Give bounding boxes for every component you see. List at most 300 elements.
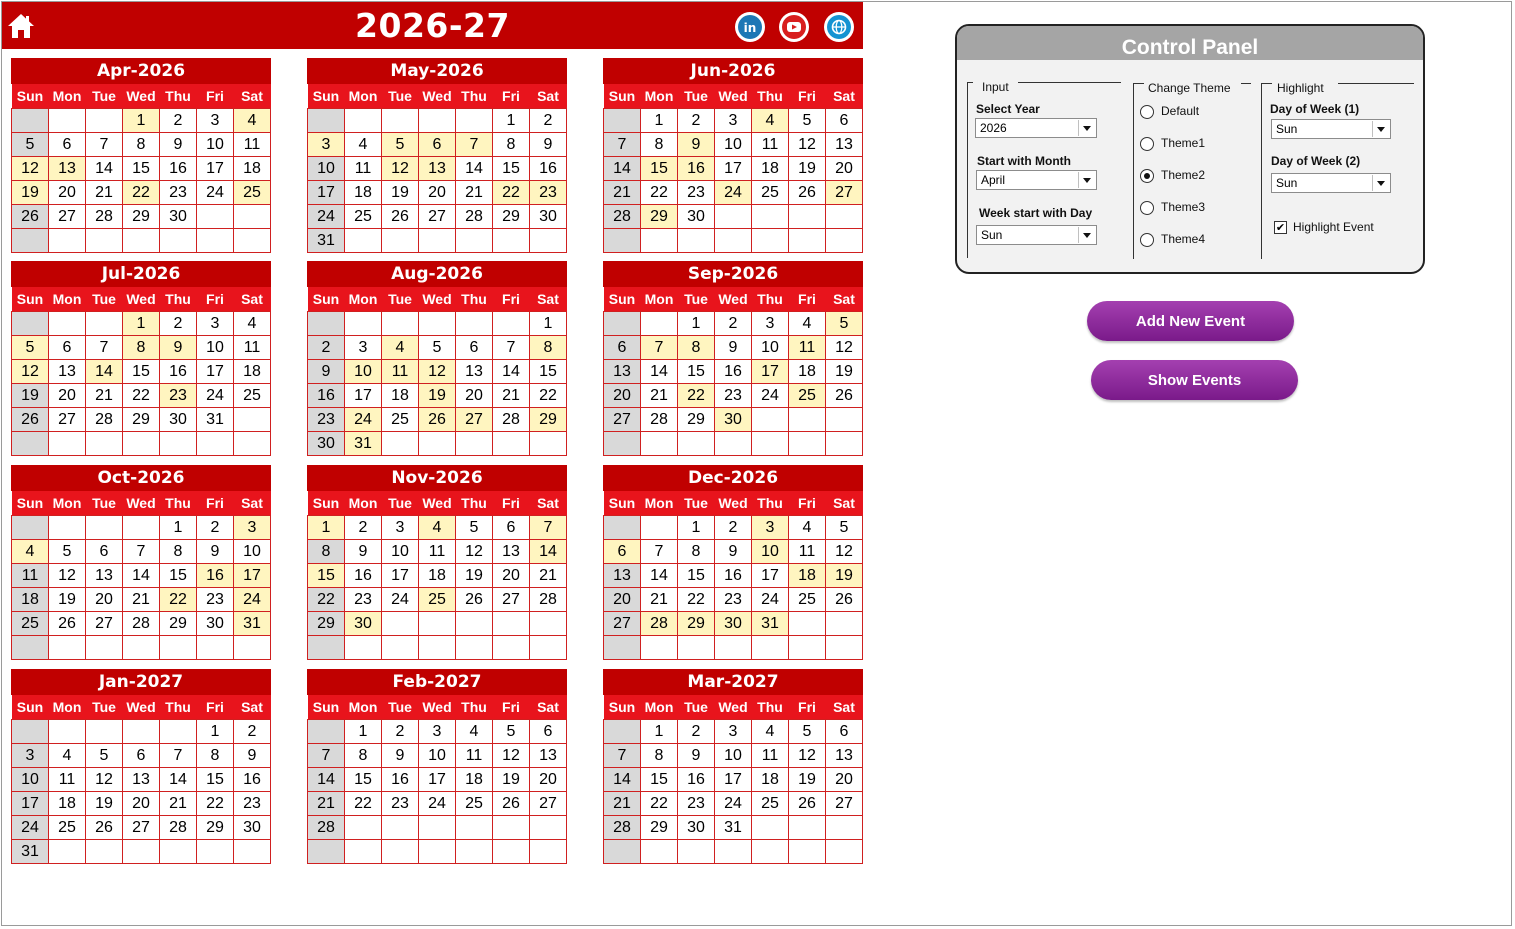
- day-cell[interactable]: 12: [12, 157, 49, 181]
- day-cell[interactable]: 26: [789, 181, 826, 205]
- day-cell[interactable]: 9: [234, 744, 271, 768]
- day-cell[interactable]: [456, 840, 493, 864]
- day-cell[interactable]: 23: [678, 181, 715, 205]
- day-cell[interactable]: [12, 636, 49, 660]
- day-cell[interactable]: 20: [49, 181, 86, 205]
- day-cell[interactable]: 24: [308, 205, 345, 229]
- day-cell[interactable]: 8: [123, 133, 160, 157]
- day-cell[interactable]: 22: [641, 792, 678, 816]
- day-cell[interactable]: [493, 636, 530, 660]
- day-cell[interactable]: 27: [86, 612, 123, 636]
- youtube-icon[interactable]: [779, 12, 809, 42]
- day-cell[interactable]: 20: [530, 768, 567, 792]
- day-cell[interactable]: 8: [678, 540, 715, 564]
- day-cell[interactable]: 7: [160, 744, 197, 768]
- day-cell[interactable]: 12: [419, 360, 456, 384]
- day-cell[interactable]: 14: [160, 768, 197, 792]
- day-cell[interactable]: 28: [86, 205, 123, 229]
- day-cell[interactable]: 26: [49, 612, 86, 636]
- day-cell[interactable]: [752, 205, 789, 229]
- day-cell[interactable]: [715, 636, 752, 660]
- day-cell[interactable]: 8: [641, 133, 678, 157]
- day-cell[interactable]: 15: [197, 768, 234, 792]
- day-cell[interactable]: 9: [160, 336, 197, 360]
- day-cell[interactable]: [752, 840, 789, 864]
- day-cell[interactable]: 29: [197, 816, 234, 840]
- day-cell[interactable]: 5: [12, 336, 49, 360]
- day-cell[interactable]: 19: [826, 360, 863, 384]
- day-cell[interactable]: 19: [456, 564, 493, 588]
- day-cell[interactable]: 25: [345, 205, 382, 229]
- day-cell[interactable]: 13: [49, 360, 86, 384]
- day-cell[interactable]: 2: [678, 109, 715, 133]
- day-cell[interactable]: 3: [419, 720, 456, 744]
- day-cell[interactable]: [752, 432, 789, 456]
- day-cell[interactable]: 25: [234, 181, 271, 205]
- day-cell[interactable]: [234, 205, 271, 229]
- day-cell[interactable]: 27: [123, 816, 160, 840]
- day-cell[interactable]: [12, 720, 49, 744]
- day-cell[interactable]: [419, 229, 456, 253]
- day-cell[interactable]: [382, 612, 419, 636]
- day-cell[interactable]: 27: [530, 792, 567, 816]
- day-cell[interactable]: [493, 612, 530, 636]
- day-cell[interactable]: 27: [604, 612, 641, 636]
- day-cell[interactable]: 3: [234, 516, 271, 540]
- day-cell[interactable]: [160, 720, 197, 744]
- day-cell[interactable]: 18: [456, 768, 493, 792]
- day-cell[interactable]: 30: [678, 816, 715, 840]
- day-cell[interactable]: 2: [160, 312, 197, 336]
- day-cell[interactable]: 26: [419, 408, 456, 432]
- day-cell[interactable]: 5: [826, 312, 863, 336]
- day-cell[interactable]: 16: [678, 768, 715, 792]
- day-cell[interactable]: 13: [604, 564, 641, 588]
- day-cell[interactable]: 5: [12, 133, 49, 157]
- day-cell[interactable]: 12: [86, 768, 123, 792]
- day-cell[interactable]: [345, 816, 382, 840]
- day-cell[interactable]: 18: [345, 181, 382, 205]
- day-cell[interactable]: [382, 432, 419, 456]
- day-cell[interactable]: 19: [86, 792, 123, 816]
- day-cell[interactable]: 2: [715, 516, 752, 540]
- day-cell[interactable]: 11: [345, 157, 382, 181]
- day-cell[interactable]: 29: [123, 205, 160, 229]
- day-cell[interactable]: [49, 229, 86, 253]
- day-cell[interactable]: 13: [826, 744, 863, 768]
- day-cell[interactable]: 21: [493, 384, 530, 408]
- day-cell[interactable]: 30: [715, 612, 752, 636]
- day-cell[interactable]: 14: [86, 157, 123, 181]
- day-cell[interactable]: [678, 229, 715, 253]
- day-cell[interactable]: 23: [715, 588, 752, 612]
- day-cell[interactable]: 8: [678, 336, 715, 360]
- day-cell[interactable]: [604, 229, 641, 253]
- day-cell[interactable]: 3: [12, 744, 49, 768]
- day-cell[interactable]: 1: [530, 312, 567, 336]
- day-cell[interactable]: 17: [197, 360, 234, 384]
- day-cell[interactable]: 3: [382, 516, 419, 540]
- day-cell[interactable]: [826, 432, 863, 456]
- day-cell[interactable]: [456, 816, 493, 840]
- show-events-button[interactable]: Show Events: [1091, 360, 1298, 400]
- day-cell[interactable]: 9: [345, 540, 382, 564]
- day-cell[interactable]: 11: [234, 336, 271, 360]
- day-cell[interactable]: [234, 636, 271, 660]
- day-cell[interactable]: 29: [123, 408, 160, 432]
- day-cell[interactable]: 11: [419, 540, 456, 564]
- day-cell[interactable]: 31: [345, 432, 382, 456]
- day-cell[interactable]: [678, 636, 715, 660]
- day-cell[interactable]: 19: [493, 768, 530, 792]
- day-cell[interactable]: 3: [752, 516, 789, 540]
- day-cell[interactable]: [789, 229, 826, 253]
- day-cell[interactable]: 15: [308, 564, 345, 588]
- day-cell[interactable]: 26: [86, 816, 123, 840]
- day-cell[interactable]: 23: [345, 588, 382, 612]
- day-cell[interactable]: 10: [382, 540, 419, 564]
- day-cell[interactable]: 1: [160, 516, 197, 540]
- day-cell[interactable]: 8: [641, 744, 678, 768]
- day-cell[interactable]: 29: [160, 612, 197, 636]
- day-cell[interactable]: 7: [456, 133, 493, 157]
- day-cell[interactable]: 4: [12, 540, 49, 564]
- day-cell[interactable]: 30: [197, 612, 234, 636]
- day-cell[interactable]: 29: [641, 205, 678, 229]
- day-cell[interactable]: 2: [160, 109, 197, 133]
- day-cell[interactable]: 31: [752, 612, 789, 636]
- day-cell[interactable]: 25: [789, 588, 826, 612]
- day-cell[interactable]: 24: [419, 792, 456, 816]
- day-cell[interactable]: 27: [604, 408, 641, 432]
- day-cell[interactable]: [752, 636, 789, 660]
- day-cell[interactable]: 24: [752, 384, 789, 408]
- day-cell[interactable]: [789, 408, 826, 432]
- day-cell[interactable]: 13: [456, 360, 493, 384]
- day-cell[interactable]: 14: [493, 360, 530, 384]
- day-cell[interactable]: 12: [789, 133, 826, 157]
- day-cell[interactable]: 19: [12, 384, 49, 408]
- day-cell[interactable]: 4: [752, 109, 789, 133]
- day-cell[interactable]: 30: [715, 408, 752, 432]
- day-cell[interactable]: 26: [789, 792, 826, 816]
- day-cell[interactable]: 21: [308, 792, 345, 816]
- day-cell[interactable]: 17: [752, 564, 789, 588]
- day-cell[interactable]: [456, 612, 493, 636]
- day-cell[interactable]: 20: [419, 181, 456, 205]
- day-cell[interactable]: [604, 636, 641, 660]
- day-cell[interactable]: 19: [826, 564, 863, 588]
- day-cell[interactable]: 1: [678, 516, 715, 540]
- day-cell[interactable]: [49, 432, 86, 456]
- day-cell[interactable]: [752, 229, 789, 253]
- day-cell[interactable]: [493, 312, 530, 336]
- day-cell[interactable]: 13: [493, 540, 530, 564]
- select-year-dropdown[interactable]: [975, 118, 1097, 138]
- day-cell[interactable]: [12, 432, 49, 456]
- day-cell[interactable]: 29: [493, 205, 530, 229]
- day-cell[interactable]: 28: [493, 408, 530, 432]
- day-cell[interactable]: 2: [345, 516, 382, 540]
- day-cell[interactable]: [419, 109, 456, 133]
- day-cell[interactable]: 4: [345, 133, 382, 157]
- day-cell[interactable]: 10: [715, 133, 752, 157]
- day-cell[interactable]: 13: [530, 744, 567, 768]
- day-cell[interactable]: [86, 229, 123, 253]
- day-cell[interactable]: 20: [604, 384, 641, 408]
- day-cell[interactable]: 28: [456, 205, 493, 229]
- day-cell[interactable]: 1: [123, 109, 160, 133]
- day-cell[interactable]: 5: [456, 516, 493, 540]
- day-cell[interactable]: 16: [382, 768, 419, 792]
- day-cell[interactable]: [641, 840, 678, 864]
- day-cell[interactable]: 6: [826, 720, 863, 744]
- day-cell[interactable]: [715, 205, 752, 229]
- day-cell[interactable]: 26: [456, 588, 493, 612]
- day-cell[interactable]: 5: [419, 336, 456, 360]
- day-cell[interactable]: 25: [456, 792, 493, 816]
- day-cell[interactable]: 31: [197, 408, 234, 432]
- day-cell[interactable]: [826, 636, 863, 660]
- chevron-down-icon[interactable]: [1372, 175, 1389, 191]
- day-cell[interactable]: 16: [715, 360, 752, 384]
- dow1-dropdown[interactable]: [1271, 119, 1391, 139]
- day-cell[interactable]: 12: [826, 336, 863, 360]
- day-cell[interactable]: 28: [123, 612, 160, 636]
- day-cell[interactable]: 24: [715, 792, 752, 816]
- day-cell[interactable]: 25: [49, 816, 86, 840]
- day-cell[interactable]: [197, 636, 234, 660]
- day-cell[interactable]: 24: [345, 408, 382, 432]
- day-cell[interactable]: 27: [456, 408, 493, 432]
- day-cell[interactable]: [641, 312, 678, 336]
- day-cell[interactable]: 8: [345, 744, 382, 768]
- day-cell[interactable]: 5: [86, 744, 123, 768]
- theme-radio-theme1[interactable]: [1140, 137, 1154, 151]
- day-cell[interactable]: 9: [308, 360, 345, 384]
- day-cell[interactable]: 5: [826, 516, 863, 540]
- day-cell[interactable]: 24: [382, 588, 419, 612]
- day-cell[interactable]: 1: [197, 720, 234, 744]
- day-cell[interactable]: 3: [197, 109, 234, 133]
- day-cell[interactable]: 19: [419, 384, 456, 408]
- globe-icon[interactable]: [824, 12, 854, 42]
- day-cell[interactable]: [123, 229, 160, 253]
- day-cell[interactable]: 11: [752, 744, 789, 768]
- dow2-dropdown[interactable]: [1271, 173, 1391, 193]
- day-cell[interactable]: 25: [789, 384, 826, 408]
- day-cell[interactable]: 2: [715, 312, 752, 336]
- day-cell[interactable]: 26: [12, 408, 49, 432]
- day-cell[interactable]: [826, 229, 863, 253]
- day-cell[interactable]: [826, 408, 863, 432]
- day-cell[interactable]: 11: [752, 133, 789, 157]
- day-cell[interactable]: 21: [160, 792, 197, 816]
- day-cell[interactable]: 5: [789, 109, 826, 133]
- theme-radio-default[interactable]: [1140, 105, 1154, 119]
- day-cell[interactable]: 23: [308, 408, 345, 432]
- day-cell[interactable]: 22: [641, 181, 678, 205]
- day-cell[interactable]: 25: [382, 408, 419, 432]
- day-cell[interactable]: 9: [197, 540, 234, 564]
- day-cell[interactable]: 14: [86, 360, 123, 384]
- day-cell[interactable]: [530, 816, 567, 840]
- day-cell[interactable]: [641, 229, 678, 253]
- day-cell[interactable]: 13: [826, 133, 863, 157]
- day-cell[interactable]: [456, 432, 493, 456]
- day-cell[interactable]: 21: [641, 384, 678, 408]
- day-cell[interactable]: [345, 229, 382, 253]
- day-cell[interactable]: 10: [752, 540, 789, 564]
- day-cell[interactable]: 22: [123, 181, 160, 205]
- day-cell[interactable]: 2: [382, 720, 419, 744]
- day-cell[interactable]: 20: [456, 384, 493, 408]
- day-cell[interactable]: [789, 432, 826, 456]
- day-cell[interactable]: 12: [493, 744, 530, 768]
- day-cell[interactable]: 3: [715, 109, 752, 133]
- day-cell[interactable]: 4: [456, 720, 493, 744]
- day-cell[interactable]: [678, 432, 715, 456]
- day-cell[interactable]: 11: [12, 564, 49, 588]
- day-cell[interactable]: 20: [493, 564, 530, 588]
- day-cell[interactable]: [789, 636, 826, 660]
- day-cell[interactable]: 27: [49, 408, 86, 432]
- day-cell[interactable]: [604, 516, 641, 540]
- day-cell[interactable]: 20: [826, 157, 863, 181]
- day-cell[interactable]: [641, 432, 678, 456]
- day-cell[interactable]: 4: [382, 336, 419, 360]
- day-cell[interactable]: 14: [604, 157, 641, 181]
- day-cell[interactable]: 12: [826, 540, 863, 564]
- day-cell[interactable]: 7: [604, 133, 641, 157]
- day-cell[interactable]: 28: [641, 408, 678, 432]
- day-cell[interactable]: 30: [678, 205, 715, 229]
- day-cell[interactable]: [456, 636, 493, 660]
- day-cell[interactable]: 24: [12, 816, 49, 840]
- day-cell[interactable]: 8: [530, 336, 567, 360]
- day-cell[interactable]: 17: [715, 157, 752, 181]
- day-cell[interactable]: 21: [641, 588, 678, 612]
- day-cell[interactable]: 14: [456, 157, 493, 181]
- day-cell[interactable]: 7: [86, 336, 123, 360]
- day-cell[interactable]: 15: [123, 360, 160, 384]
- day-cell[interactable]: 20: [86, 588, 123, 612]
- day-cell[interactable]: 22: [493, 181, 530, 205]
- day-cell[interactable]: 7: [641, 336, 678, 360]
- day-cell[interactable]: 28: [530, 588, 567, 612]
- day-cell[interactable]: 17: [715, 768, 752, 792]
- day-cell[interactable]: 16: [308, 384, 345, 408]
- day-cell[interactable]: 24: [234, 588, 271, 612]
- day-cell[interactable]: 21: [604, 792, 641, 816]
- day-cell[interactable]: 23: [678, 792, 715, 816]
- day-cell[interactable]: 23: [382, 792, 419, 816]
- day-cell[interactable]: 6: [604, 540, 641, 564]
- day-cell[interactable]: 6: [419, 133, 456, 157]
- day-cell[interactable]: 3: [752, 312, 789, 336]
- day-cell[interactable]: 1: [308, 516, 345, 540]
- day-cell[interactable]: 23: [715, 384, 752, 408]
- day-cell[interactable]: 18: [752, 157, 789, 181]
- day-cell[interactable]: 17: [419, 768, 456, 792]
- chevron-down-icon[interactable]: [1372, 121, 1389, 137]
- day-cell[interactable]: [826, 816, 863, 840]
- day-cell[interactable]: 6: [456, 336, 493, 360]
- day-cell[interactable]: 2: [678, 720, 715, 744]
- day-cell[interactable]: 18: [419, 564, 456, 588]
- day-cell[interactable]: 2: [234, 720, 271, 744]
- day-cell[interactable]: [604, 840, 641, 864]
- day-cell[interactable]: [86, 312, 123, 336]
- day-cell[interactable]: 15: [641, 157, 678, 181]
- day-cell[interactable]: 24: [197, 384, 234, 408]
- day-cell[interactable]: 22: [308, 588, 345, 612]
- day-cell[interactable]: [419, 816, 456, 840]
- day-cell[interactable]: 26: [12, 205, 49, 229]
- day-cell[interactable]: 9: [530, 133, 567, 157]
- day-cell[interactable]: [530, 432, 567, 456]
- day-cell[interactable]: 27: [419, 205, 456, 229]
- day-cell[interactable]: [493, 229, 530, 253]
- day-cell[interactable]: 29: [308, 612, 345, 636]
- day-cell[interactable]: [493, 432, 530, 456]
- day-cell[interactable]: 13: [123, 768, 160, 792]
- day-cell[interactable]: 18: [12, 588, 49, 612]
- day-cell[interactable]: [530, 636, 567, 660]
- day-cell[interactable]: 3: [197, 312, 234, 336]
- day-cell[interactable]: [123, 432, 160, 456]
- add-new-event-button[interactable]: Add New Event: [1087, 301, 1294, 341]
- day-cell[interactable]: [419, 636, 456, 660]
- day-cell[interactable]: [345, 109, 382, 133]
- day-cell[interactable]: 7: [530, 516, 567, 540]
- day-cell[interactable]: [456, 312, 493, 336]
- day-cell[interactable]: 15: [530, 360, 567, 384]
- day-cell[interactable]: 27: [49, 205, 86, 229]
- day-cell[interactable]: [197, 205, 234, 229]
- day-cell[interactable]: [604, 432, 641, 456]
- day-cell[interactable]: [456, 109, 493, 133]
- day-cell[interactable]: 10: [12, 768, 49, 792]
- day-cell[interactable]: 4: [789, 516, 826, 540]
- day-cell[interactable]: 12: [49, 564, 86, 588]
- start-month-dropdown[interactable]: [976, 170, 1097, 190]
- day-cell[interactable]: 17: [752, 360, 789, 384]
- day-cell[interactable]: 4: [419, 516, 456, 540]
- day-cell[interactable]: 2: [197, 516, 234, 540]
- day-cell[interactable]: [123, 840, 160, 864]
- day-cell[interactable]: [382, 312, 419, 336]
- day-cell[interactable]: 11: [382, 360, 419, 384]
- day-cell[interactable]: [715, 840, 752, 864]
- day-cell[interactable]: 18: [789, 360, 826, 384]
- day-cell[interactable]: [308, 636, 345, 660]
- day-cell[interactable]: 1: [641, 720, 678, 744]
- day-cell[interactable]: 1: [678, 312, 715, 336]
- day-cell[interactable]: 10: [234, 540, 271, 564]
- day-cell[interactable]: [456, 229, 493, 253]
- day-cell[interactable]: 8: [493, 133, 530, 157]
- day-cell[interactable]: 6: [530, 720, 567, 744]
- day-cell[interactable]: 15: [123, 157, 160, 181]
- day-cell[interactable]: [382, 816, 419, 840]
- day-cell[interactable]: 6: [604, 336, 641, 360]
- day-cell[interactable]: [715, 432, 752, 456]
- chevron-down-icon[interactable]: [1078, 120, 1095, 136]
- day-cell[interactable]: 7: [604, 744, 641, 768]
- day-cell[interactable]: 21: [86, 181, 123, 205]
- day-cell[interactable]: 3: [345, 336, 382, 360]
